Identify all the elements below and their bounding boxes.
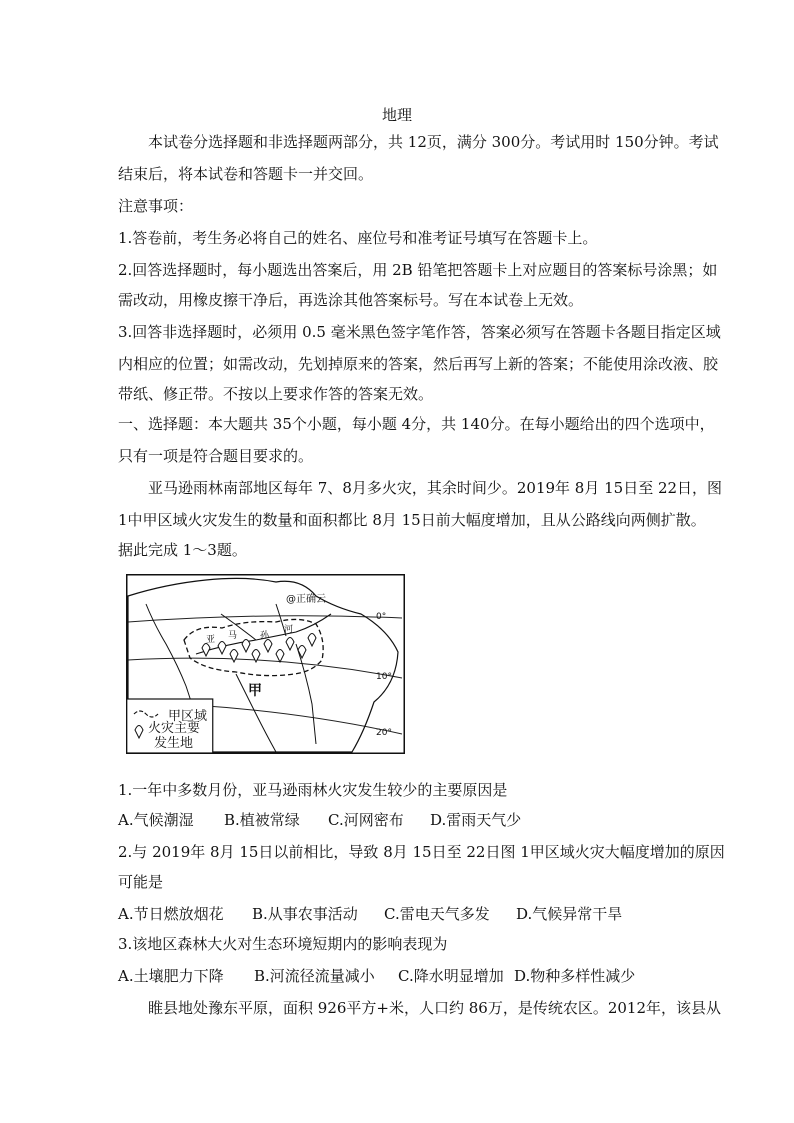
page-title: 地理 (381, 106, 412, 124)
section-heading: 一、选择题：本大题共 35个小题，每小题 4分，共 140分。在每小题给出的四个选项中， (118, 415, 715, 433)
q2-stem-2: 可能是 (118, 873, 164, 891)
place-label-2: 马 (228, 631, 238, 641)
notice-2-cont: 需改动，用橡皮擦干净后，再选涂其他答案标号。写在本试卷上无效。 (118, 291, 584, 309)
notice-3: 3.回答非选择题时，必须用 0.5 毫米黑色签字笔作答，答案必须写在答题卡各题目指定区域 (118, 323, 721, 341)
notice-3-cont2: 带纸、修正带。不按以上要求作答的答案无效。 (118, 385, 434, 403)
passage1-line-2: 1中甲区域火灾发生的数量和面积都比 8月 15日前大幅度增加，且从公路线向两侧扩散。 (118, 511, 706, 529)
q3-option-d[interactable]: D.物种多样性减少 (514, 967, 636, 985)
q3-option-a[interactable]: A.土壤肥力下降 (118, 967, 224, 985)
place-label-1: 亚 (206, 635, 216, 645)
section-heading-cont: 只有一项是符合题目要求的。 (118, 447, 314, 465)
region-label: 甲 (248, 683, 262, 699)
notice-2: 2.回答选择题时，每小题选出答案后，用 2B 铅笔把答题卡上对应题目的答案标号涂黑；如 (118, 261, 718, 279)
passage1-line-3: 据此完成 1～3题。 (118, 541, 247, 559)
passage1-line-1: 亚马逊雨林南部地区每年 7、8月多火灾，其余时间少。2019年 8月 15日至 22日，图 (148, 479, 723, 497)
intro-line-1: 本试卷分选择题和非选择题两部分，共 12页，满分 300分。考试用时 150分钟。考试 (148, 133, 719, 151)
q1-option-b[interactable]: B.植被常绿 (224, 811, 300, 829)
q1-stem: 1.一年中多数月份，亚马逊雨林火灾发生较少的主要原因是 (118, 781, 508, 799)
lat-label-0: 0° (376, 612, 387, 622)
q2-option-d[interactable]: D.气候异常干旱 (516, 905, 623, 923)
place-label-3: 孙 (260, 631, 270, 641)
q2-stem-1: 2.与 2019年 8月 15日以前相比，导致 8月 15日至 22日图 1甲区域火灾大幅度增加的原因 (118, 843, 725, 861)
lat-label-20: 20° (376, 728, 392, 738)
q1-option-a[interactable]: A.气候潮湿 (118, 811, 194, 829)
intro-line-2: 结束后，将本试卷和答题卡一并交回。 (118, 165, 374, 183)
legend-fire-label-1: 火灾主要 (148, 721, 201, 736)
lat-label-10: 10° (376, 672, 392, 682)
q3-stem: 3.该地区森林大火对生态环境短期内的影响表现为 (118, 935, 448, 953)
q1-option-d[interactable]: D.雷雨天气少 (430, 811, 522, 829)
legend-dashed-label: 甲区域 (168, 709, 208, 724)
q2-option-c[interactable]: C.雷电天气多发 (384, 905, 490, 923)
q2-option-b[interactable]: B.从事农事活动 (252, 905, 358, 923)
amazon-fire-map (126, 574, 405, 754)
notice-3-cont: 内相应的位置；如需改动，先划掉原来的答案，然后再写上新的答案；不能使用涂改液、胶 (118, 355, 719, 373)
legend-fire-label-2: 发生地 (154, 736, 194, 751)
q1-option-c[interactable]: C.河网密布 (328, 811, 404, 829)
place-label-4: 河 (284, 625, 294, 635)
q3-option-c[interactable]: C.降水明显增加 (398, 967, 504, 985)
q2-option-a[interactable]: A.节日燃放烟花 (118, 905, 224, 923)
notice-heading: 注意事项： (118, 197, 194, 215)
passage2-line-1: 睢县地处豫东平原，面积 926平方+米，人口约 86万，是传统农区。2012年，该县从 (148, 999, 721, 1017)
watermark: @正确云 (286, 594, 326, 605)
notice-1: 1.答卷前，考生务必将自己的姓名、座位号和准考证号填写在答题卡上。 (118, 229, 598, 247)
q3-option-b[interactable]: B.河流径流量减小 (254, 967, 375, 985)
